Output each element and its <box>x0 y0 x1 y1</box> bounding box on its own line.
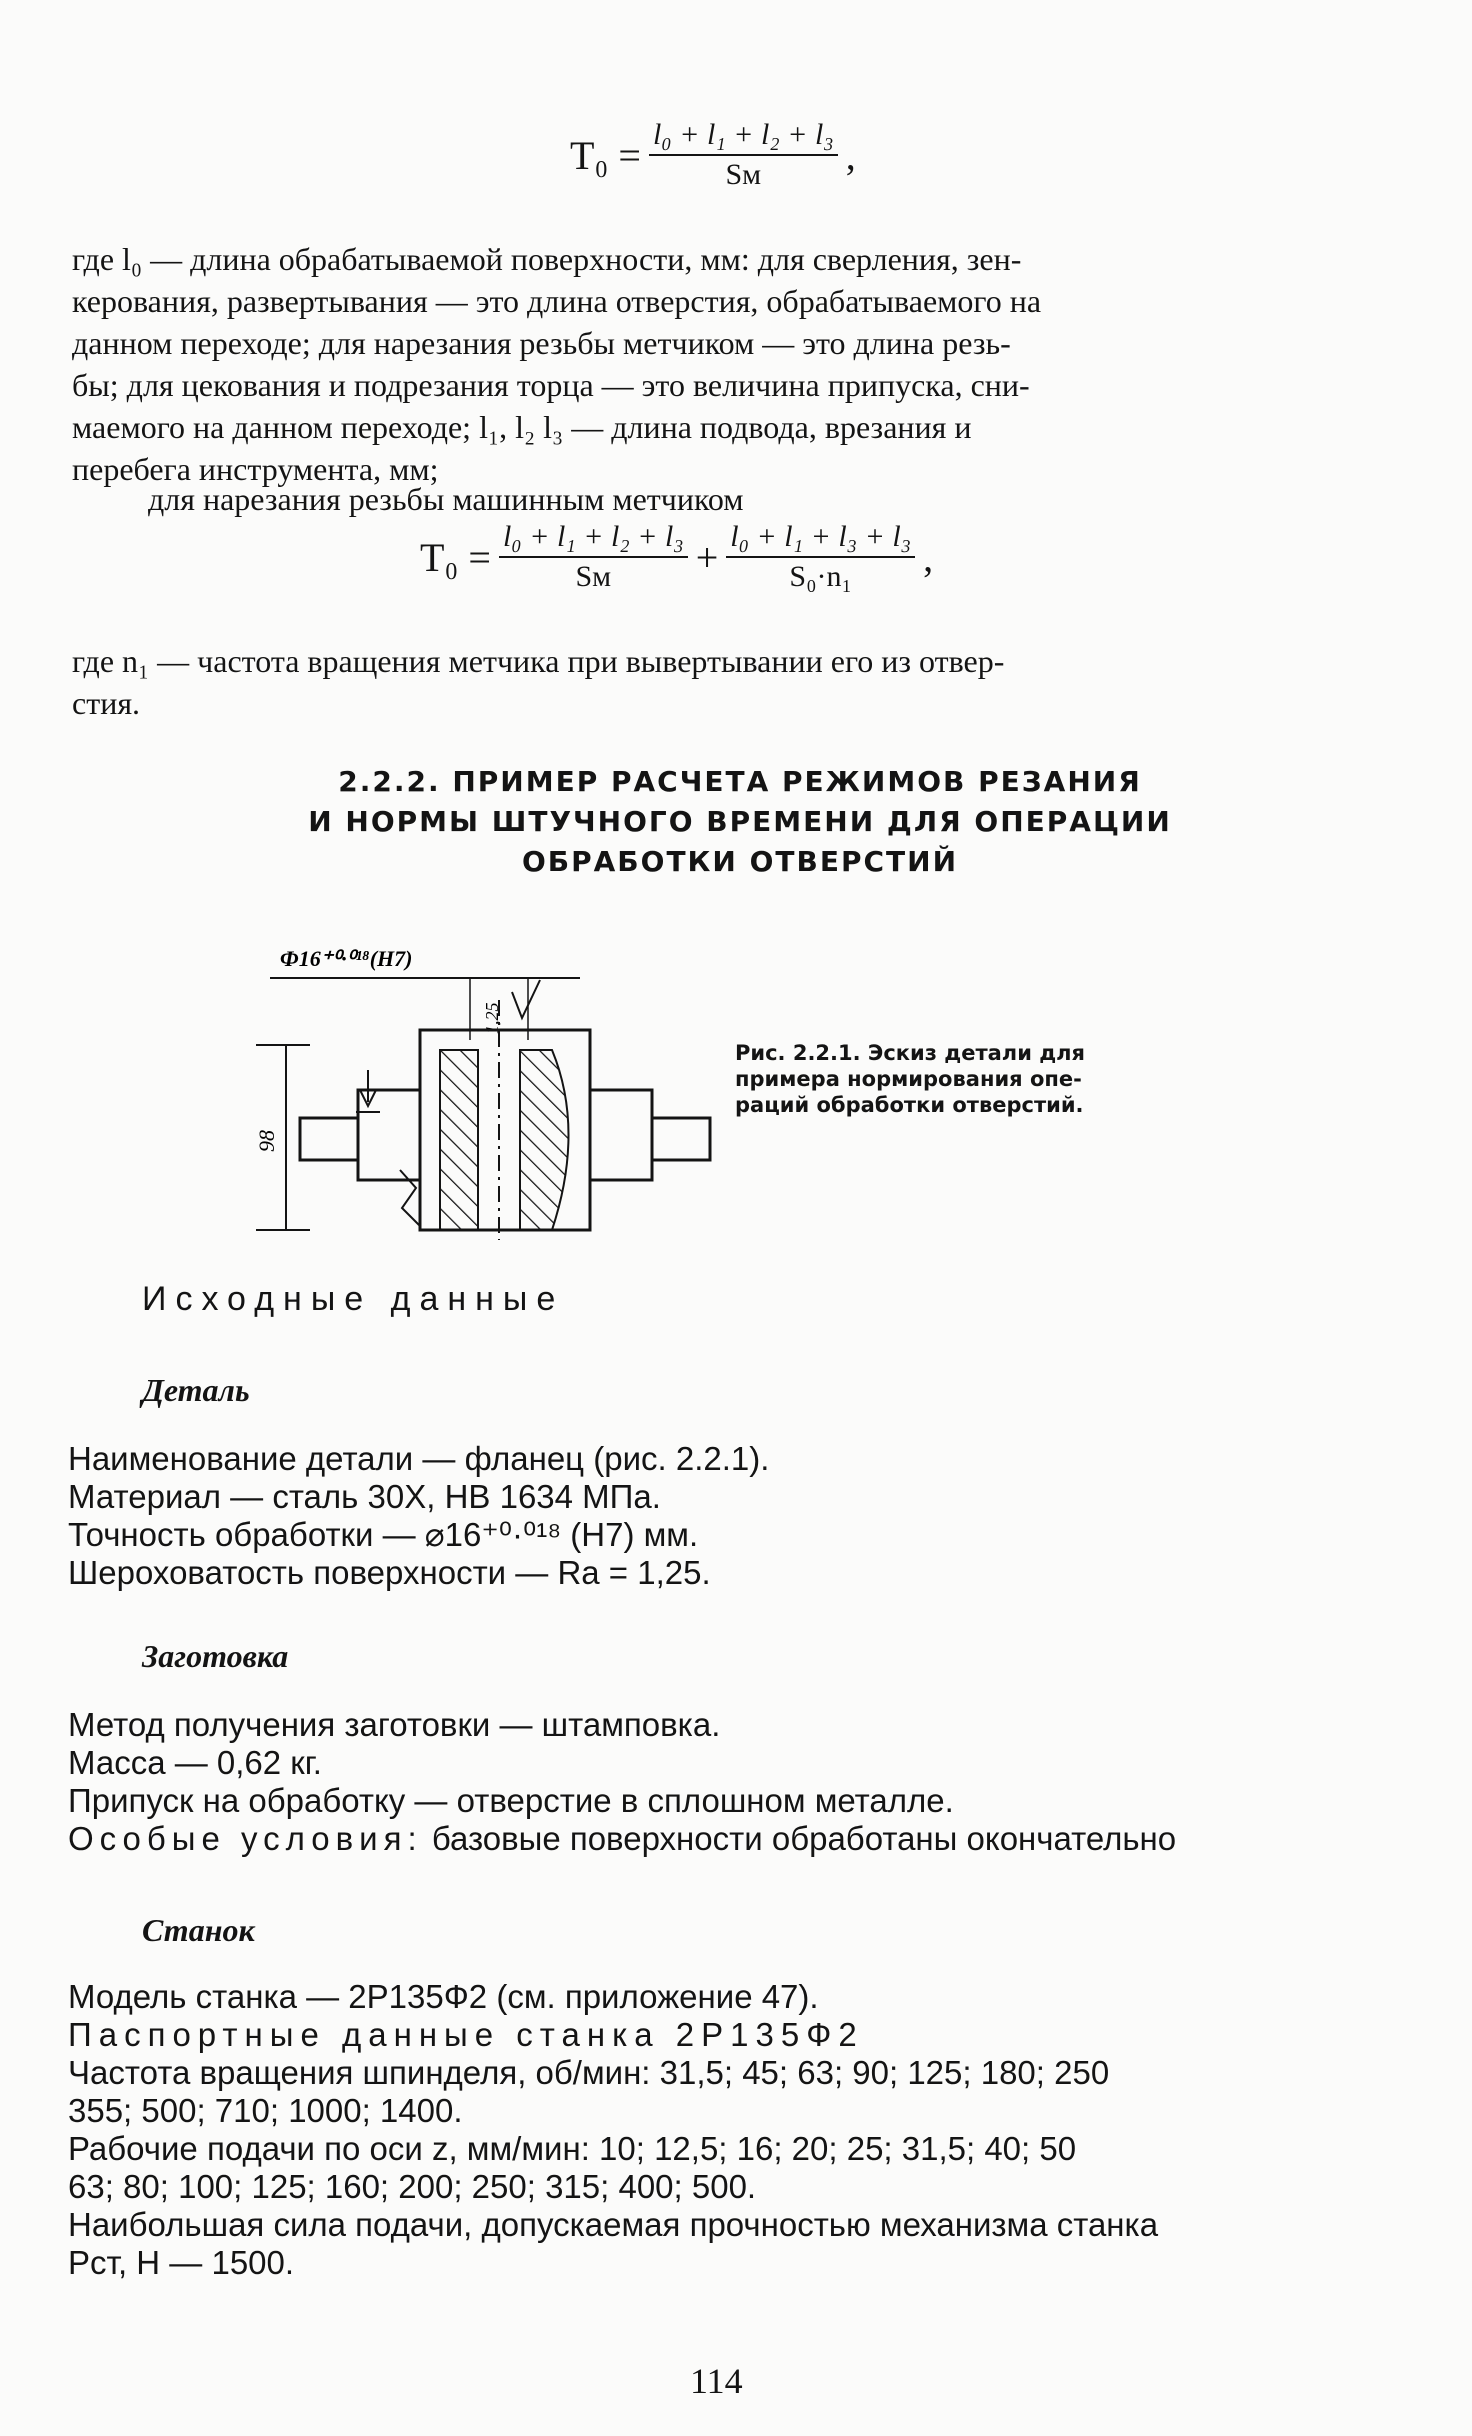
formula-tail: , <box>845 132 856 178</box>
formula-denominator-1: Sм <box>575 560 612 593</box>
blank-section <box>68 1706 1176 1858</box>
section-heading <box>180 762 1300 882</box>
flange-sketch <box>240 930 720 1250</box>
figure-caption <box>735 1040 1085 1118</box>
special-conditions-label: Особые условия: <box>68 1820 423 1857</box>
formula-denominator: Sм <box>725 158 762 191</box>
formula-denominator-2: S₀·n₁ <box>789 560 852 593</box>
text-line: данном переходе; для нарезания резьбы метчиком — это длина резь- <box>72 325 1011 361</box>
dimension-height: 98 <box>254 1130 279 1152</box>
formula-lhs: T₀ = <box>570 132 641 178</box>
formula-numerator-2: l₀ + l₁ + l₃ + l₃ <box>726 520 915 558</box>
blank-line: Метод получения заготовки — штамповка. <box>68 1706 721 1743</box>
formula-lhs: T₀ = <box>420 534 491 580</box>
source-data-title: Исходные данные <box>142 1280 565 1318</box>
text-line: где n₁ — частота вращения метчика при вывертывании его из отвер- <box>72 643 1005 679</box>
text-line: керования, развертывания — это длина отверстия, обрабатываемого на <box>72 283 1042 319</box>
machine-line: 355; 500; 710; 1000; 1400. <box>68 2092 463 2129</box>
caption-line: примера нормирования опе- <box>735 1067 1082 1091</box>
machine-title: Станок <box>142 1912 255 1948</box>
paragraph-definitions <box>72 238 1402 490</box>
paragraph-n1 <box>72 640 1402 724</box>
detail-title: Деталь <box>142 1372 250 1408</box>
dimension-roughness: 1,25 <box>482 1002 502 1034</box>
machine-line: Рабочие подачи по оси z, мм/мин: 10; 12,5; 16; 20; 25; 31,5; 40; 50 <box>68 2130 1077 2167</box>
detail-line: Материал — сталь 30Х, НВ 1634 МПа. <box>68 1478 661 1515</box>
text-line: бы; для цекования и подрезания торца — это величина припуска, сни- <box>72 367 1030 403</box>
dimension-diameter: Ф16⁺⁰·⁰¹⁸(Н7) <box>280 946 413 971</box>
machine-section <box>68 1978 1158 2282</box>
blank-line: Масса — 0,62 кг. <box>68 1744 322 1781</box>
text-line: маемого на данном переходе; l₁, l₂ l₃ — длина подвода, врезания и <box>72 409 972 445</box>
machine-line: 63; 80; 100; 125; 160; 200; 250; 315; 400; 500. <box>68 2168 757 2205</box>
heading-line: 2.2.2. ПРИМЕР РАСЧЕТА РЕЖИМОВ РЕЗАНИЯ <box>338 765 1142 798</box>
left-arm <box>300 1118 358 1160</box>
blank-line: Припуск на обработку — отверстие в сплошном металле. <box>68 1782 954 1819</box>
wall-hatch-right <box>520 1050 569 1230</box>
detail-section <box>68 1440 769 1592</box>
text-line: стия. <box>72 685 141 721</box>
text-line: где l₀ — длина обрабатываемой поверхности, мм: для сверления, зен- <box>72 241 1022 277</box>
detail-line: Точность обработки — ⌀16⁺⁰·⁰¹⁸ (Н7) мм. <box>68 1516 699 1553</box>
caption-line: раций обработки отверстий. <box>735 1093 1084 1117</box>
machine-line: Наибольшая сила подачи, допускаемая прочностью механизма станка <box>68 2206 1159 2243</box>
detail-line: Наименование детали — фланец (рис. 2.2.1). <box>68 1440 770 1477</box>
break-line <box>400 1170 420 1226</box>
page-number: 114 <box>690 2361 743 2401</box>
right-arm <box>652 1118 710 1160</box>
formula-tail: , <box>923 534 934 580</box>
caption-line: Рис. 2.2.1. Эскиз детали для <box>735 1041 1086 1065</box>
formula-tapping-time <box>420 520 933 594</box>
formula-fraction-1 <box>499 520 688 594</box>
formula-plus: + <box>695 534 719 580</box>
special-conditions <box>68 1820 1176 1858</box>
heading-line: ОБРАБОТКИ ОТВЕРСТИЙ <box>521 845 959 878</box>
formula-numerator: l₀ + l₁ + l₂ + l₃ <box>649 118 838 156</box>
roughness-symbol <box>512 980 540 1018</box>
machine-line: Частота вращения шпинделя, об/мин: 31,5; 45; 63; 90; 125; 180; 250 <box>68 2054 1110 2091</box>
detail-line: Шероховатость поверхности — Ra = 1,25. <box>68 1554 711 1591</box>
heading-line: И НОРМЫ ШТУЧНОГО ВРЕМЕНИ ДЛЯ ОПЕРАЦИИ <box>308 805 1172 838</box>
machine-line: Рст, Н — 1500. <box>68 2244 295 2281</box>
special-conditions-text: базовые поверхности обработаны окончательно <box>422 1820 1177 1857</box>
text-line: перебега инструмента, мм; <box>72 451 439 487</box>
machine-model: Модель станка — 2Р135Ф2 (см. приложение 47). <box>68 1978 819 2015</box>
machine-passport: Паспортные данные станка 2Р135Ф2 <box>68 2016 864 2053</box>
formula-fraction-2 <box>726 520 915 594</box>
right-step <box>590 1090 652 1180</box>
wall-hatch-left <box>440 1050 478 1230</box>
formula-fraction <box>649 118 838 192</box>
blank-title: Заготовка <box>142 1638 289 1674</box>
formula-feed-time <box>570 118 856 192</box>
paragraph-tapping: для нарезания резьбы машинным метчиком <box>148 481 744 517</box>
formula-numerator-1: l₀ + l₁ + l₂ + l₃ <box>499 520 688 558</box>
